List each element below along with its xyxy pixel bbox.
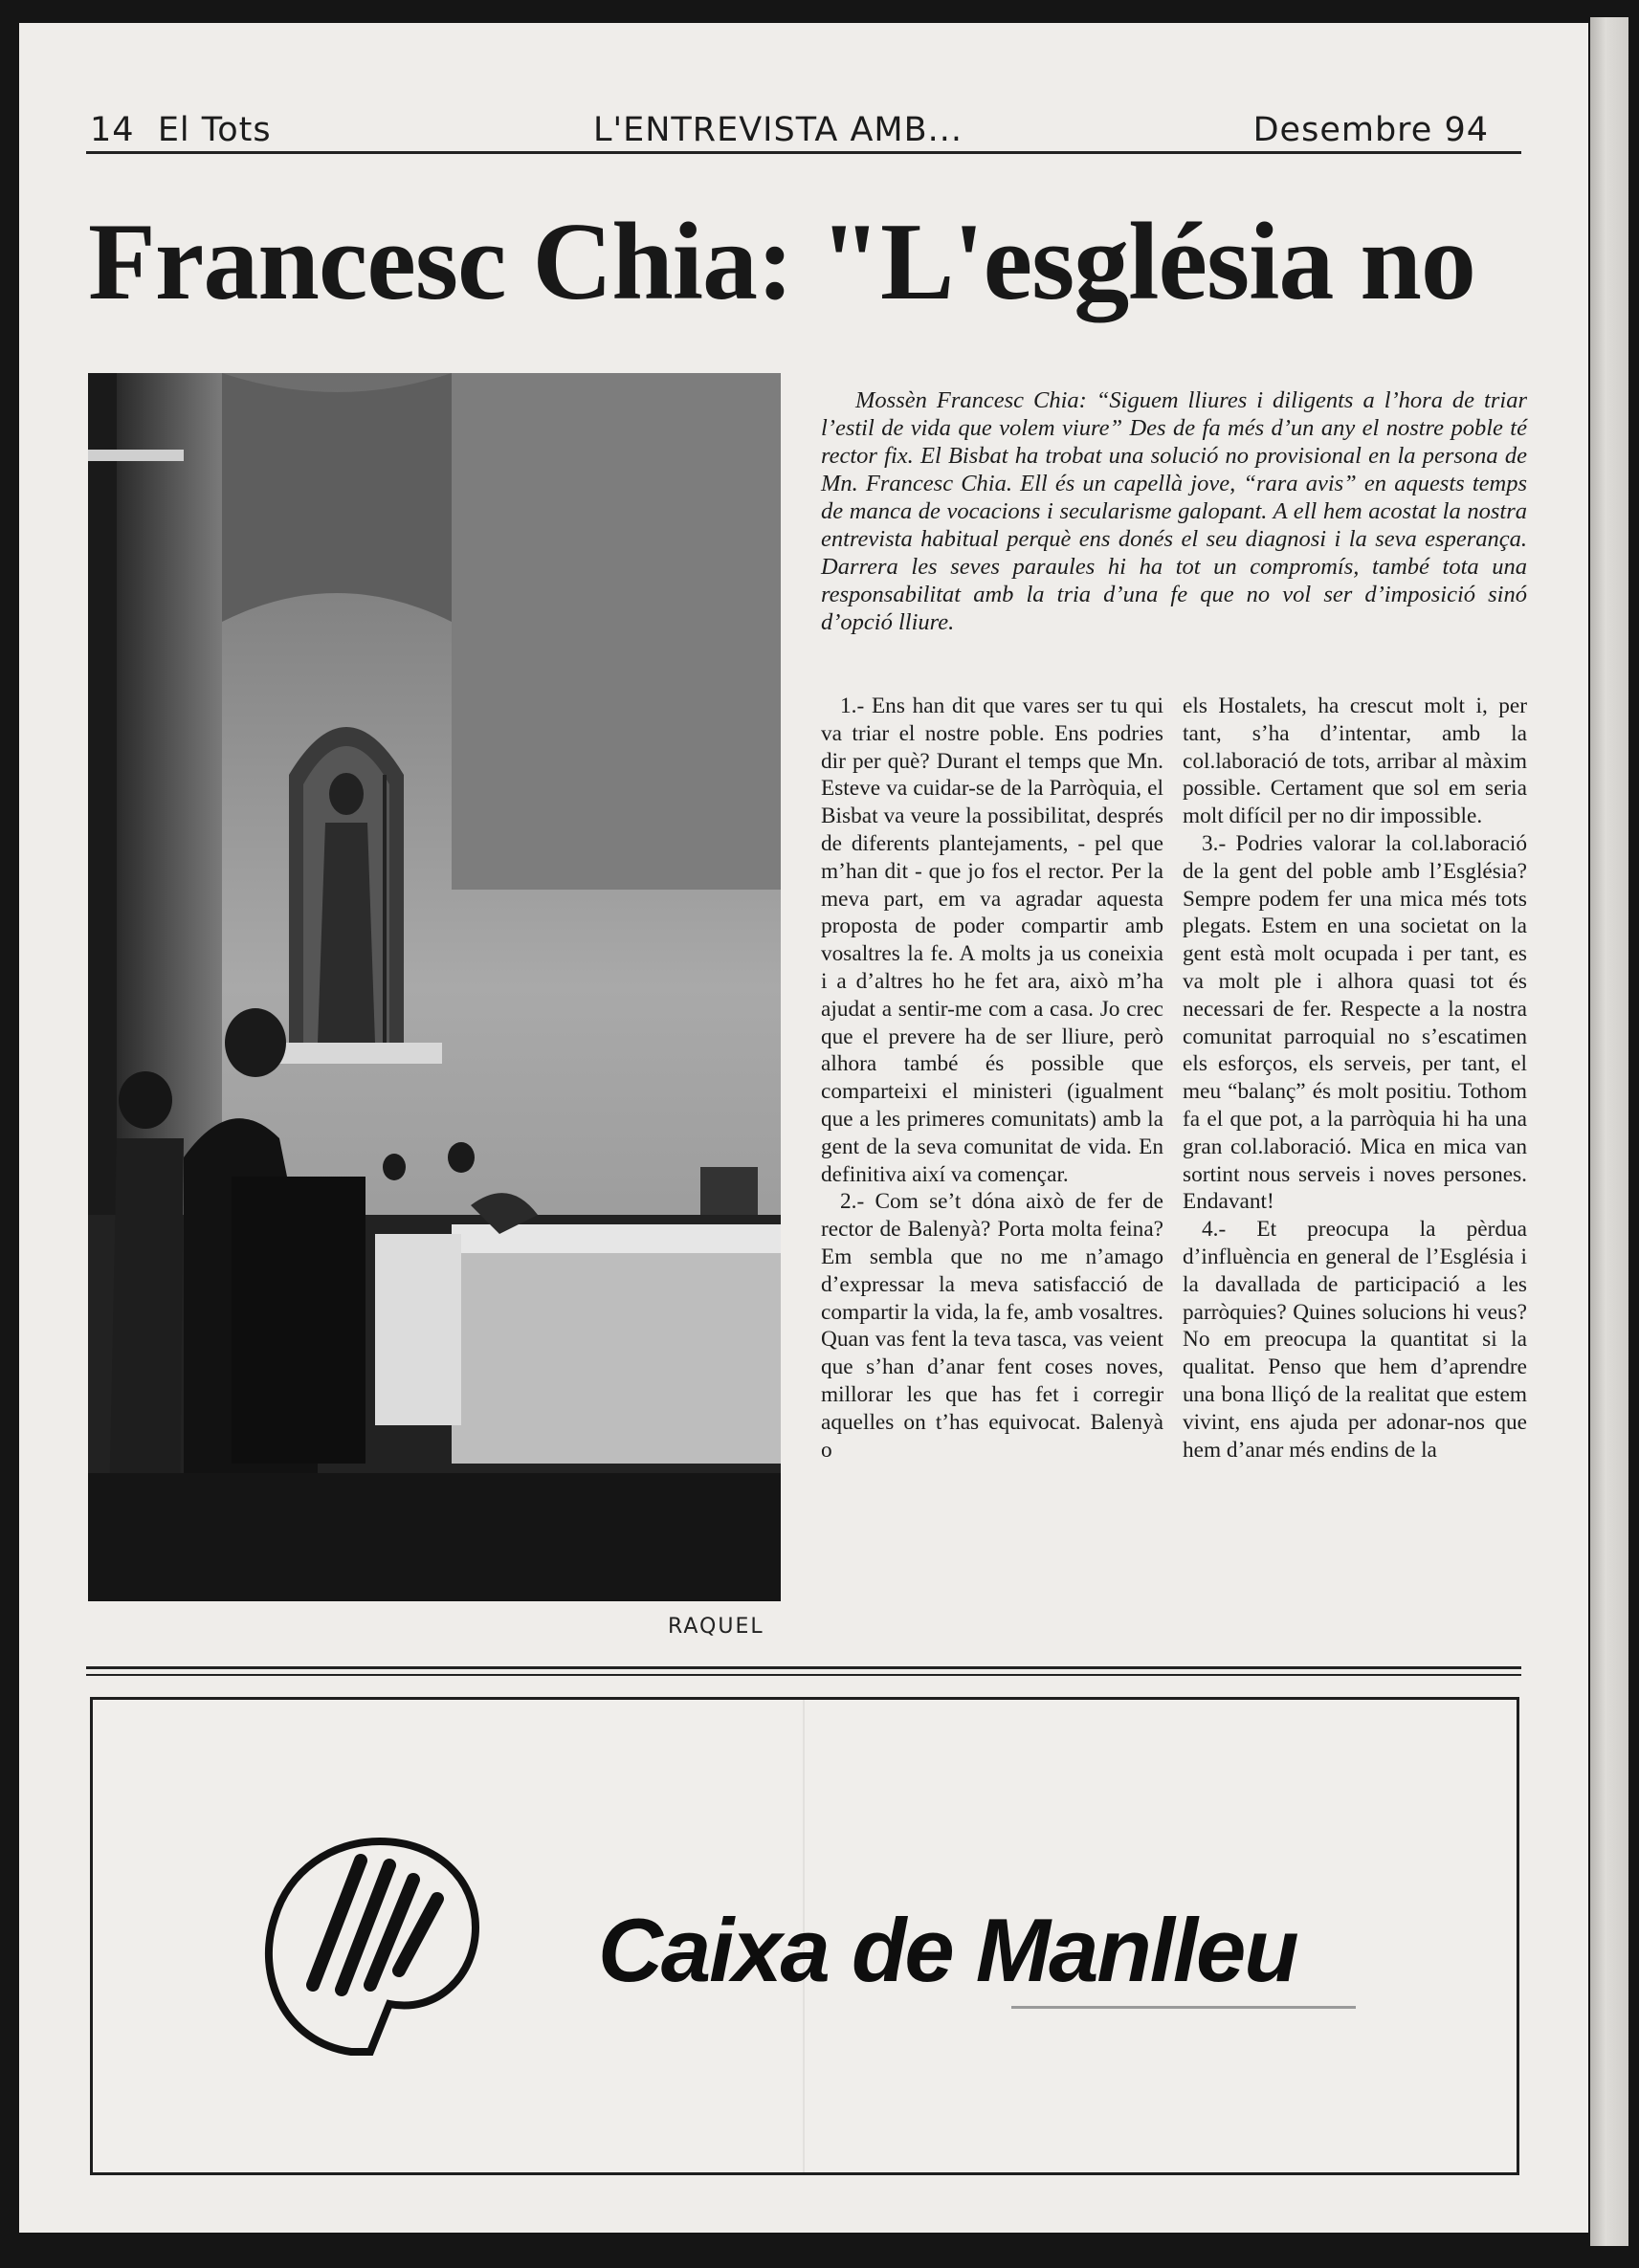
brand-underline: [1011, 2006, 1356, 2009]
church-interior-photo: [88, 373, 781, 1601]
section-divider-secondary: [86, 1674, 1521, 1676]
section-divider: [86, 1666, 1521, 1669]
section-name: L'ENTREVISTA AMB...: [593, 111, 963, 149]
header-rule: [86, 151, 1521, 154]
magazine-page: [19, 23, 1588, 2233]
paragraph: 4.- Et preocupa la pèrdua d’influència en general de l’Església i la davallada de participació a les parròquies? Quines solucions hi veus? No em preocupa la quantitat si la qualitat. Penso que hem d’aprendre una bona lliçó de la realitat que estem vivint, ens ajuda per adonar-nos que hem d’anar més endins de la: [1183, 1217, 1527, 1463]
issue-date: Desembre 94: [1252, 111, 1489, 149]
body-column-1: [821, 693, 1163, 1630]
photo-credit: RAQUEL: [668, 1615, 764, 1639]
body-column-2: [1183, 693, 1527, 1630]
article-title: Francesc Chia: "L'església no: [88, 201, 1475, 323]
paragraph: els Hostalets, ha crescut molt i, per tant, s’ha d’intentar, amb la col.laboració de tots, arribar al màxim possible. Certament que sol em seria molt difícil per no dir impossible.: [1183, 694, 1527, 829]
publication-name: El Tots: [157, 111, 272, 149]
page-number: 14: [90, 111, 135, 149]
article-lede: Mossèn Francesc Chia: “Siguem lliures i diligents a l’hora de triar l’estil de vida que volem viure” Des de fa més d’un any el nostre poble té rector fix. El Bisbat ha trobat una solució no provisional en la persona de Mn. Francesc Chia. Ell és un capellà jove, “rara avis” en aquests temps de manca de vocacions i secularisme galopant. A ell hem acostat la nostra entrevista habitual perquè ens donés el seu diagnosi i la seva esperança. Darrera les seves paraules hi ha tot un compromís, també tota una responsabilitat amb la tria d’una fe que no vol ser d’imposició sinó d’opció lliure.: [821, 387, 1527, 635]
advertisement-box: [90, 1697, 1519, 2175]
article-photo: [88, 373, 781, 1601]
paragraph: 1.- Ens han dit que vares ser tu qui va triar el nostre poble. Ens podries dir per què? Durant el temps que Mn. Esteve va cuidar-se de la Parròquia, el Bisbat va veure la possibilitat, després de diferents plantejaments, - pel que m’han dit - que jo fos el rector. Per la meva part, em va agradar aquesta proposta de poder compartir amb vosaltres la fe. A molts ja us coneixia i a d’altres ho he fet ara, això m’ha ajudat a sentir-me com a casa. Jo crec que el prevere ha de ser lliure, però alhora també és possible que comparteixi el ministeri (igualment que a les primeres comunitats) amb la gent de la seva comunitat de vida. En definitiva així va començar.: [821, 694, 1163, 1187]
paragraph: 2.- Com se’t dóna això de fer de rector de Balenyà? Porta molta feina? Em sembla que no me n’amago d’expressar la meva satisfacció de compartir la vida, la fe, amb vosaltres. Quan vas fent la teva tasca, vas veient que s’han d’anar fent coses noves, millorar les que has fet i corregir aquelles on t’has equivocat. Balenyà o: [821, 1189, 1163, 1463]
page-header-left: [90, 111, 272, 149]
adjacent-page-edge: [1590, 17, 1628, 2246]
ad-brand-name: Caixa de Manlleu: [598, 1900, 1297, 2000]
paragraph: 3.- Podries valorar la col.laboració de la gent del poble amb l’Església? Sempre podem fer una mica més tots plegats. Estem en una societat on la gent està molt ocupada i per tant, es va molt ple i alhora quasi tot és necessari de fer. Respecte a la nostra comunitat parroquial no s’escatimen els esforços, els serveis, per tant, el meu “balanç” és molt positiu. Tothom fa el que pot, a la parròquia hi ha una gran col.laboració. Mica en mica van sortint nous serveis i noves persones. Endavant!: [1183, 830, 1527, 1215]
caixa-de-manlleu-flame-logo-icon: [246, 1774, 495, 2061]
